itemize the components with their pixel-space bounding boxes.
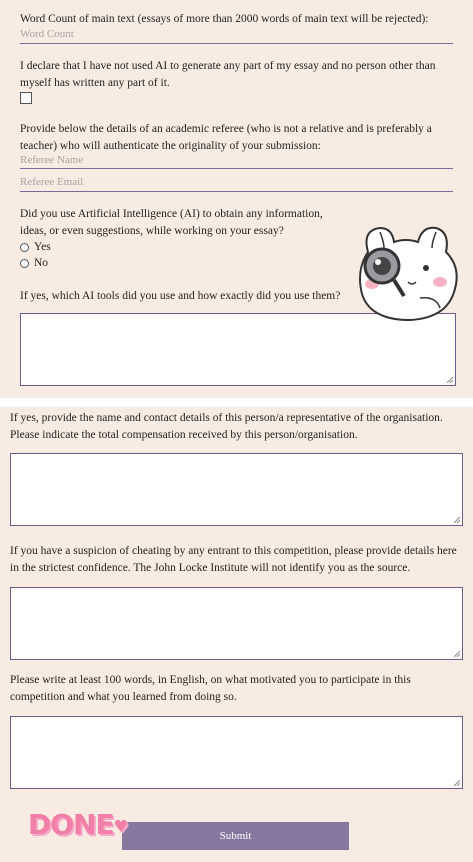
referee-email-input[interactable]: Referee Email: [20, 176, 84, 188]
ai-yes-label: Yes: [34, 241, 51, 253]
mascot-magnifier-sticker-icon: [350, 222, 468, 330]
motivation-textarea[interactable]: [10, 716, 463, 789]
done-sticker: [28, 808, 127, 841]
referee-name-underline: [20, 168, 453, 169]
representative-question: If yes, provide the name and contact details of this person/a representative of the organisation. Please indicate the total compensation received by this person/organisation.: [10, 412, 443, 441]
representative-textarea[interactable]: [10, 453, 463, 526]
motivation-question: Please write at least 100 words, in English, on what motivated you to participate in this competition and what you learned from doing so.: [10, 674, 411, 703]
referee-email-underline: [20, 191, 453, 192]
cheating-textarea[interactable]: [10, 587, 463, 660]
resize-grip-icon[interactable]: [454, 651, 460, 657]
ai-no-label: No: [34, 257, 49, 269]
heart-icon: ♥: [113, 816, 127, 836]
resize-grip-icon[interactable]: [447, 377, 453, 383]
referee-intro: Provide below the details of an academic referee (who is not a relative and is preferably a teacher) who will authenticate the originality of your submission:: [20, 123, 432, 152]
cheating-question: If you have a suspicion of cheating by any entrant to this competition, please provide details here in the strictest confidence. The John Locke Institute will not identify you as the source.: [10, 545, 457, 574]
word-count-input[interactable]: Word Count: [20, 28, 74, 40]
ai-no-radio[interactable]: [20, 259, 29, 268]
ai-question: Did you use Artificial Intelligence (AI) to obtain any information, ideas, or even suggestions, while working on your essay?: [20, 208, 323, 237]
ai-yes-radio[interactable]: [20, 243, 29, 252]
referee-name-input[interactable]: Referee Name: [20, 154, 84, 166]
declaration-checkbox[interactable]: [20, 92, 32, 104]
word-count-label: Word Count of main text (essays of more than 2000 words of main text will be rejected):: [20, 13, 429, 25]
ai-tools-question: If yes, which AI tools did you use and how exactly did you use them?: [20, 290, 341, 302]
done-sticker-text: DONE: [28, 808, 114, 841]
resize-grip-icon[interactable]: [454, 780, 460, 786]
resize-grip-icon[interactable]: [454, 517, 460, 523]
word-count-underline: [20, 43, 453, 44]
submit-button[interactable]: Submit: [122, 822, 349, 850]
declaration-text: I declare that I have not used AI to generate any part of my essay and no person other than myself has written any part of it.: [20, 60, 436, 89]
